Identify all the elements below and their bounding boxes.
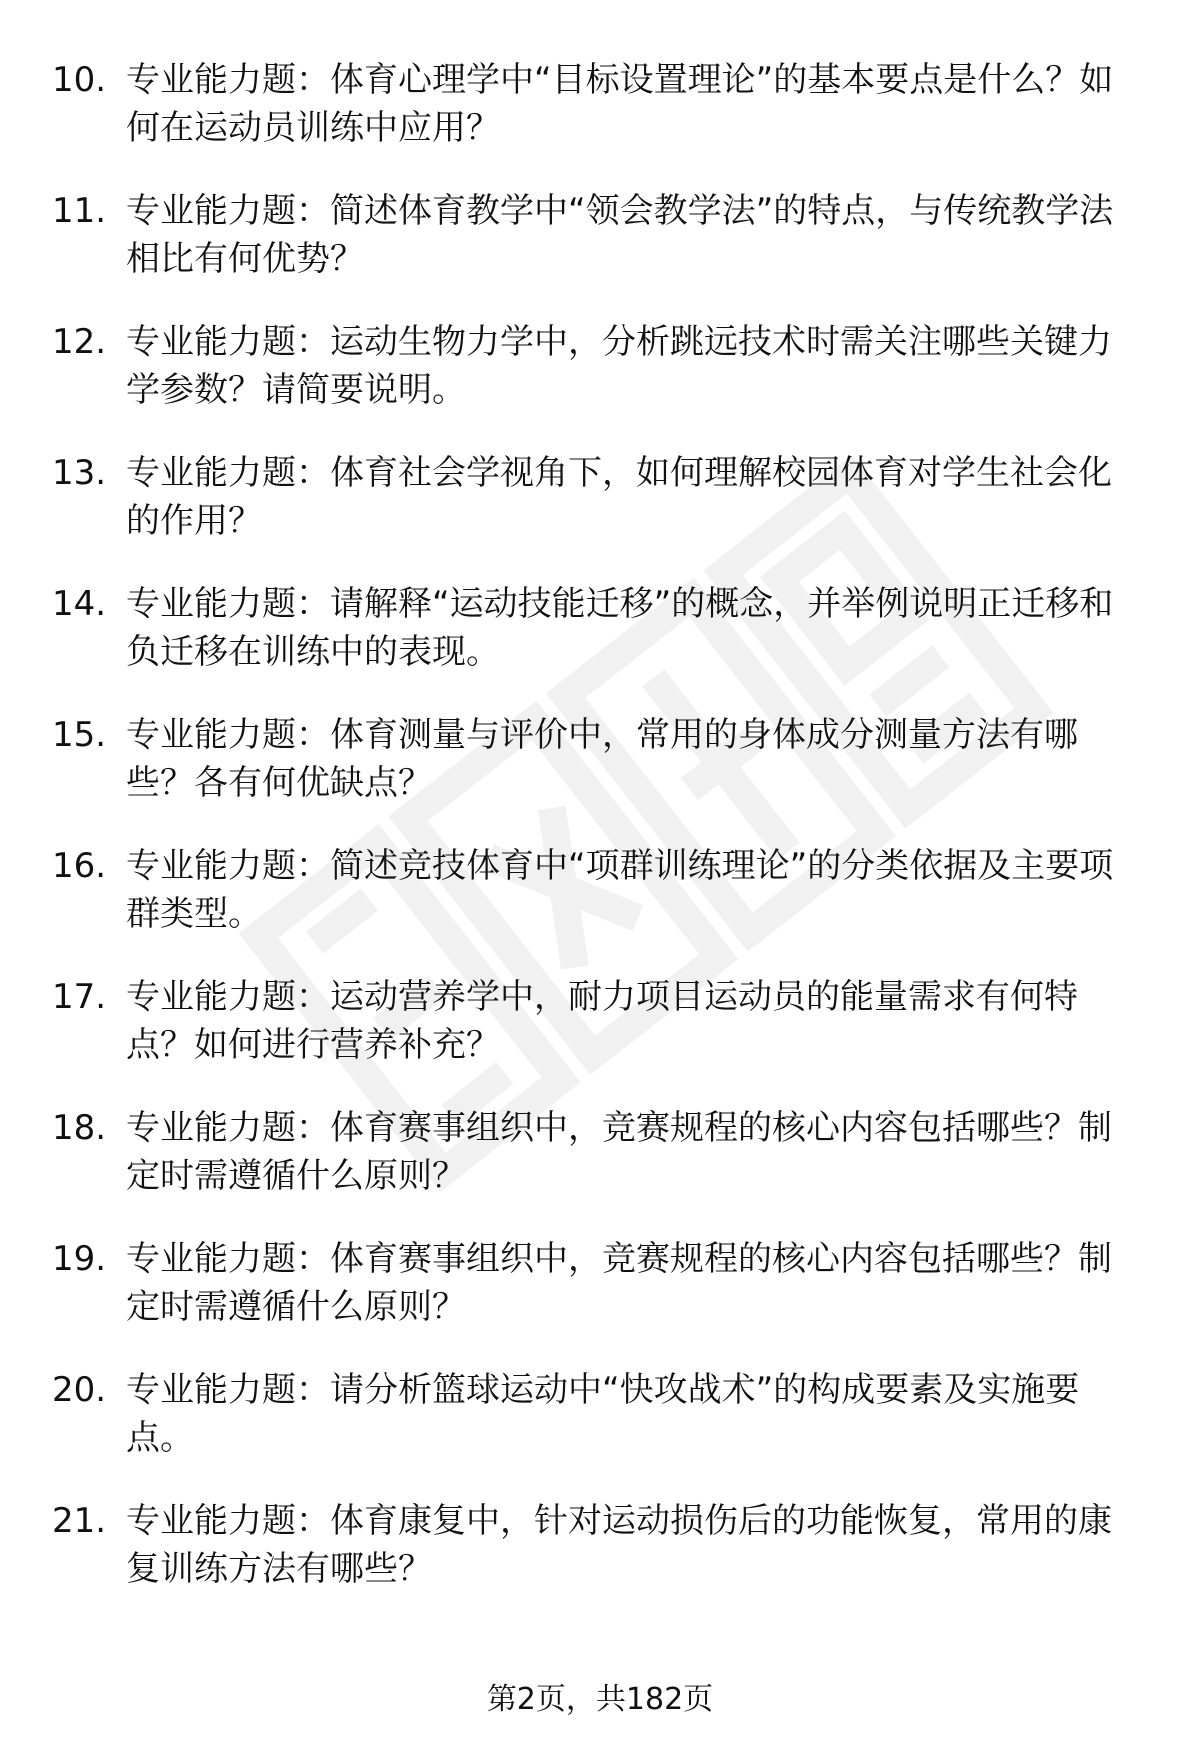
question-number: 10. [52,60,107,100]
question-number: 11. [52,191,107,231]
question-item [52,187,1142,318]
question-number: 18. [52,1108,107,1148]
question-text: 专业能力题：请解释“运动技能迁移”的概念，并举例说明正迁移和负迁移在训练中的表现。 [126,584,1114,672]
question-number: 13. [52,453,107,493]
question-item [52,1104,1142,1235]
question-item [52,711,1142,842]
question-text: 专业能力题：简述竞技体育中“项群训练理论”的分类依据及主要项群类型。 [126,846,1114,934]
question-item [52,1366,1142,1497]
question-text: 专业能力题：体育赛事组织中，竞赛规程的核心内容包括哪些？制定时需遵循什么原则？ [126,1239,1112,1327]
question-item [52,842,1142,973]
page-number-footer: 第2页，共182页 [486,1682,714,1717]
question-text: 专业能力题：运动营养学中，耐力项目运动员的能量需求有何特点？如何进行营养补充？ [126,977,1078,1065]
question-number: 12. [52,322,107,362]
question-text: 专业能力题：体育康复中，针对运动损伤后的功能恢复，常用的康复训练方法有哪些？ [126,1501,1112,1589]
question-text: 专业能力题：运动生物力学中，分析跳远技术时需关注哪些关键力学参数？请简要说明。 [126,322,1112,410]
question-number: 20. [52,1370,107,1410]
question-item [52,973,1142,1104]
question-number: 14. [52,584,107,624]
question-item [52,449,1142,580]
question-item [52,318,1142,449]
question-number: 21. [52,1501,107,1541]
question-text: 专业能力题：简述体育教学中“领会教学法”的特点，与传统教学法相比有何优势？ [126,191,1114,279]
question-number: 17. [52,977,107,1017]
question-text: 专业能力题：体育心理学中“目标设置理论”的基本要点是什么？如何在运动员训练中应用？ [126,60,1114,148]
question-number: 16. [52,846,107,886]
question-item [52,1235,1142,1366]
question-text: 专业能力题：体育测量与评价中，常用的身体成分测量方法有哪些？各有何优缺点？ [126,715,1078,803]
question-number: 15. [52,715,107,755]
question-item [52,1497,1142,1628]
question-number: 19. [52,1239,107,1279]
question-text: 专业能力题：体育赛事组织中，竞赛规程的核心内容包括哪些？制定时需遵循什么原则？ [126,1108,1112,1196]
question-text: 专业能力题：请分析篮球运动中“快攻战术”的构成要素及实施要点。 [126,1370,1080,1458]
question-item [52,580,1142,711]
question-text: 专业能力题：体育社会学视角下，如何理解校园体育对学生社会化的作用？ [126,453,1112,541]
question-item [52,56,1142,187]
question-list [52,56,1142,1628]
